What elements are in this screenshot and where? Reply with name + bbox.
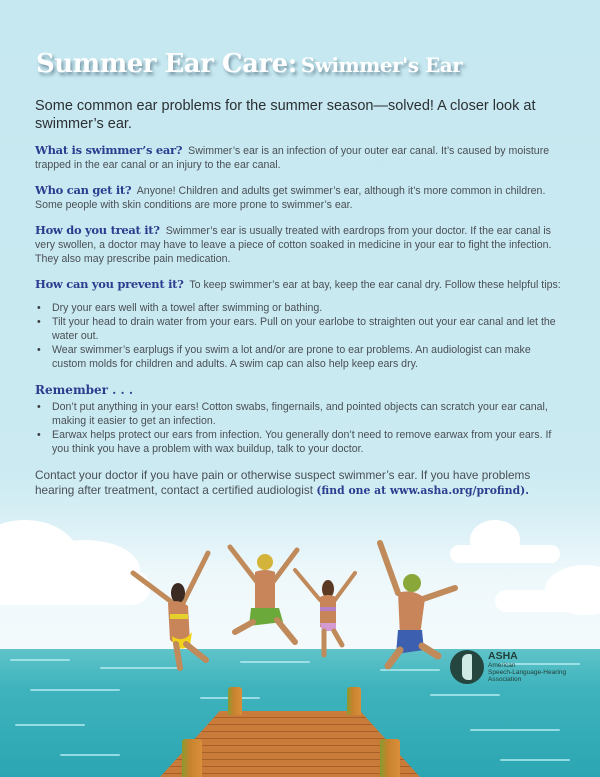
- intro-text: Some common ear problems for the summer season—solved! A closer look at swimmer’s ear.: [35, 98, 536, 132]
- section-answer: To keep swimmer’s ear at bay, keep the ear canal dry. Follow these helpful tips:: [189, 279, 561, 291]
- logo-line: Association: [488, 676, 522, 683]
- remember-heading: Remember . . .: [35, 383, 134, 397]
- jumping-boy-icon: [370, 538, 460, 673]
- list-item: • Earwax helps protect our ears from infection. You generally don’t need to remove earwax from your ears. If you think you have a problem with wax buildup, talk to your doctor.: [35, 428, 565, 456]
- list-item: • Don’t put anything in your ears! Cotton swabs, fingernails, and pointed objects can scratch your ear canal, making it easier to get an infection.: [35, 400, 565, 428]
- section-who: [35, 183, 565, 212]
- profind-link[interactable]: (find one at www.asha.org/profind).: [316, 484, 530, 497]
- jumping-girl-icon: [128, 548, 218, 678]
- cloud-icon: [450, 545, 560, 563]
- cloud-icon: [495, 590, 600, 612]
- section-prevent: [35, 277, 565, 292]
- beach-illustration: [0, 520, 600, 777]
- asha-logo-text: [488, 651, 566, 683]
- list-item: • Dry your ears well with a towel after swimming or bathing.: [35, 301, 565, 315]
- contact-text: [35, 468, 565, 498]
- logo-line: American: [488, 662, 516, 669]
- section-question: How do you treat it?: [35, 223, 160, 237]
- list-item: • Tilt your head to drain water from your ears. Pull on your earlobe to straighten out your ear canal and let the water out.: [35, 315, 565, 343]
- section-question: What is swimmer’s ear?: [35, 143, 183, 157]
- dock-post: [182, 739, 202, 777]
- dock-post: [347, 687, 361, 715]
- section-question: Who can get it?: [35, 183, 132, 197]
- content: [35, 143, 565, 498]
- dock-post: [228, 687, 242, 715]
- section-answer: Anyone! Children and adults get swimmer’s ear, although it’s more common in children. Some people with skin conditions are more prone to swimmer’s ear.: [35, 185, 546, 211]
- tips-list: [35, 301, 565, 371]
- title-sub: Swimmer's Ear: [300, 53, 463, 77]
- section-what: [35, 143, 565, 172]
- page-title: [36, 42, 462, 80]
- section-answer: Swimmer’s ear is usually treated with eardrops from your doctor. If the ear canal is very swollen, a doctor may have to leave a piece of cotton soaked in medicine in your ear to fight the infection. They also may prescribe pain medication.: [35, 225, 552, 265]
- section-answer: Swimmer’s ear is an infection of your outer ear canal. It’s caused by moisture trapped in the ear canal or an injury to the ear canal.: [35, 145, 550, 171]
- title-main: Summer Ear Care:: [36, 49, 297, 79]
- asha-logo-icon: [450, 650, 484, 684]
- logo-line: Speech-Language-Hearing: [488, 669, 567, 676]
- dock-post: [380, 739, 400, 777]
- jumping-girl-icon: [290, 565, 360, 665]
- contact-body: Contact your doctor if you have pain or otherwise suspect swimmer’s ear. If you have problems hearing after treatment, contact a certified audiologist: [35, 468, 531, 497]
- remember-list: [35, 400, 565, 456]
- logo-abbr: ASHA: [488, 650, 518, 662]
- section-treat: [35, 223, 565, 266]
- asha-logo[interactable]: [450, 650, 566, 684]
- list-item: • Wear swimmer’s earplugs if you swim a lot and/or are prone to ear problems. An audiologist can make custom molds for children and adults. A swim cap can also help keep ears dry.: [35, 343, 565, 371]
- section-question: How can you prevent it?: [35, 277, 184, 291]
